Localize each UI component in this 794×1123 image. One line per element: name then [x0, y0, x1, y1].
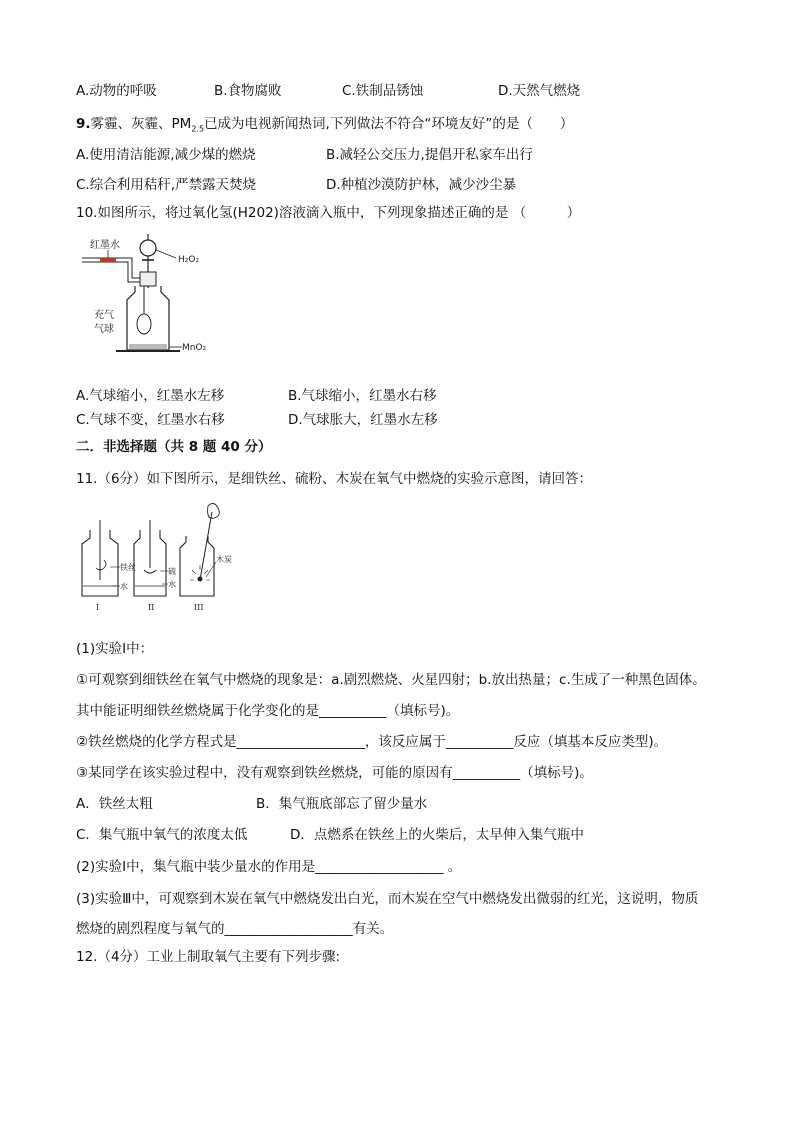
q9-stem-pre: 雾霾、灰霾、PM	[90, 116, 192, 132]
q11-option-d: D．点燃系在铁丝上的火柴后，太早伸入集气瓶中	[290, 827, 584, 843]
q9-option-a: A.使用清洁能源,减少煤的燃烧	[76, 147, 256, 163]
balloon	[137, 314, 151, 334]
q10-option-d: D.气球胀大，红墨水左移	[288, 412, 438, 428]
q11-part2: (2)实验Ⅰ中，集气瓶中装少量水的作用是___________________ 。	[76, 859, 462, 875]
iron-label: 铁丝	[120, 563, 136, 572]
q10-apparatus-figure	[80, 228, 230, 360]
q11-line1: ①可观察到细铁丝在氧气中燃烧的现象是：a.剧烈燃烧、火星四射；b.放出热量；c.生成了一种黑色固体。	[76, 672, 706, 688]
q9-option-b: B.减轻公交压力,提倡开私家车出行	[326, 147, 533, 163]
q11-stem: 11.（6分）如下图所示，是细铁丝、硫粉、木炭在氧气中燃烧的实验示意图，请回答：	[76, 471, 593, 487]
bottle3	[180, 536, 214, 596]
q9-stem-sub: 2.5	[191, 124, 205, 134]
q11-line3: ②铁丝燃烧的化学方程式是___________________，该反应属于__________反应（填基本反应类型)。	[76, 734, 668, 750]
q8-option-d: D.天然气燃烧	[498, 83, 581, 99]
q10-option-b: B.气球缩小，红墨水右移	[288, 388, 437, 404]
q11-option-a: A．铁丝太粗	[76, 796, 153, 812]
q10-option-a: A.气球缩小，红墨水左移	[76, 388, 225, 404]
q8-option-a: A.动物的呼吸	[76, 83, 157, 99]
q10-apparatus-svg	[80, 228, 230, 360]
mno2-powder	[129, 344, 167, 349]
sulfur-label: 硫	[168, 567, 176, 576]
bottle2-label: II	[148, 603, 155, 612]
q9-stem	[76, 115, 573, 139]
bottle3-label: III	[194, 603, 204, 612]
side-tube-inner	[82, 262, 140, 282]
funnel-bulb	[140, 240, 156, 256]
balloon-label-line1: 充气	[94, 310, 114, 321]
q9-option-c: C.综合利用秸秆,严禁露天焚烧	[76, 177, 257, 193]
q10-stem: 10.如图所示，将过氧化氢(H202)溶液滴入瓶中，下列现象描述正确的是 （ ）	[76, 205, 581, 221]
balloon-label-line2: 气球	[94, 324, 114, 335]
q9-stem-post: 已成为电视新闻热词,下列做法不符合“环境友好”的是（ ）	[204, 116, 574, 132]
q11-part1-title: (1)实验Ⅰ中：	[76, 641, 154, 657]
q9-number: 9.	[76, 116, 91, 132]
q10-option-c: C.气球不变，红墨水右移	[76, 412, 225, 428]
q8-option-c: C.铁制品锈蚀	[342, 83, 424, 99]
water2-label: 水	[168, 580, 176, 589]
bottle1-label: I	[96, 603, 100, 612]
h2o2-pointer	[156, 250, 176, 258]
bottle-body	[127, 286, 169, 350]
q11-bottles-svg	[76, 500, 246, 616]
q11-bottles-figure	[76, 500, 246, 616]
q9-option-d: D.种植沙漠防护林，减少沙尘暴	[326, 177, 517, 193]
q12-stem: 12.（4分）工业上制取氧气主要有下列步骤:	[76, 949, 341, 965]
ink-label: 红墨水	[90, 240, 120, 251]
red-ink	[100, 258, 116, 262]
charcoal	[198, 577, 203, 582]
sulfur-spoon	[144, 570, 156, 573]
q11-option-b: B．集气瓶底部忘了留少量水	[256, 796, 428, 812]
q11-option-c: C．集气瓶中氧气的浓度太低	[76, 827, 248, 843]
q11-part3-line2: 燃烧的剧烈程度与氧气的___________________有关。	[76, 921, 394, 937]
water1-label: 水	[120, 582, 128, 591]
charcoal-label: 木炭	[216, 555, 232, 564]
bottle-stopper	[140, 272, 156, 286]
q11-line4: ③某同学在该实验过程中，没有观察到铁丝燃烧，可能的原因有__________（填标号)。	[76, 765, 593, 781]
section-2-title: 二．非选择题（共 8 题 40 分）	[76, 439, 272, 455]
q11-line2: 其中能证明细铁丝燃烧属于化学变化的是__________（填标号)。	[76, 703, 460, 719]
bottle1-spiral	[96, 560, 106, 570]
tongs-top	[208, 503, 220, 518]
q11-part3-line1: (3)实验Ⅲ中，可观察到木炭在氧气中燃烧发出白光，而木炭在空气中燃烧发出微弱的红光，这说明，物质	[76, 891, 699, 907]
h2o2-label: H₂O₂	[178, 255, 200, 265]
q8-option-b: B.食物腐败	[214, 83, 282, 99]
mno2-label: MnO₂	[182, 343, 207, 353]
tongs	[200, 512, 212, 580]
